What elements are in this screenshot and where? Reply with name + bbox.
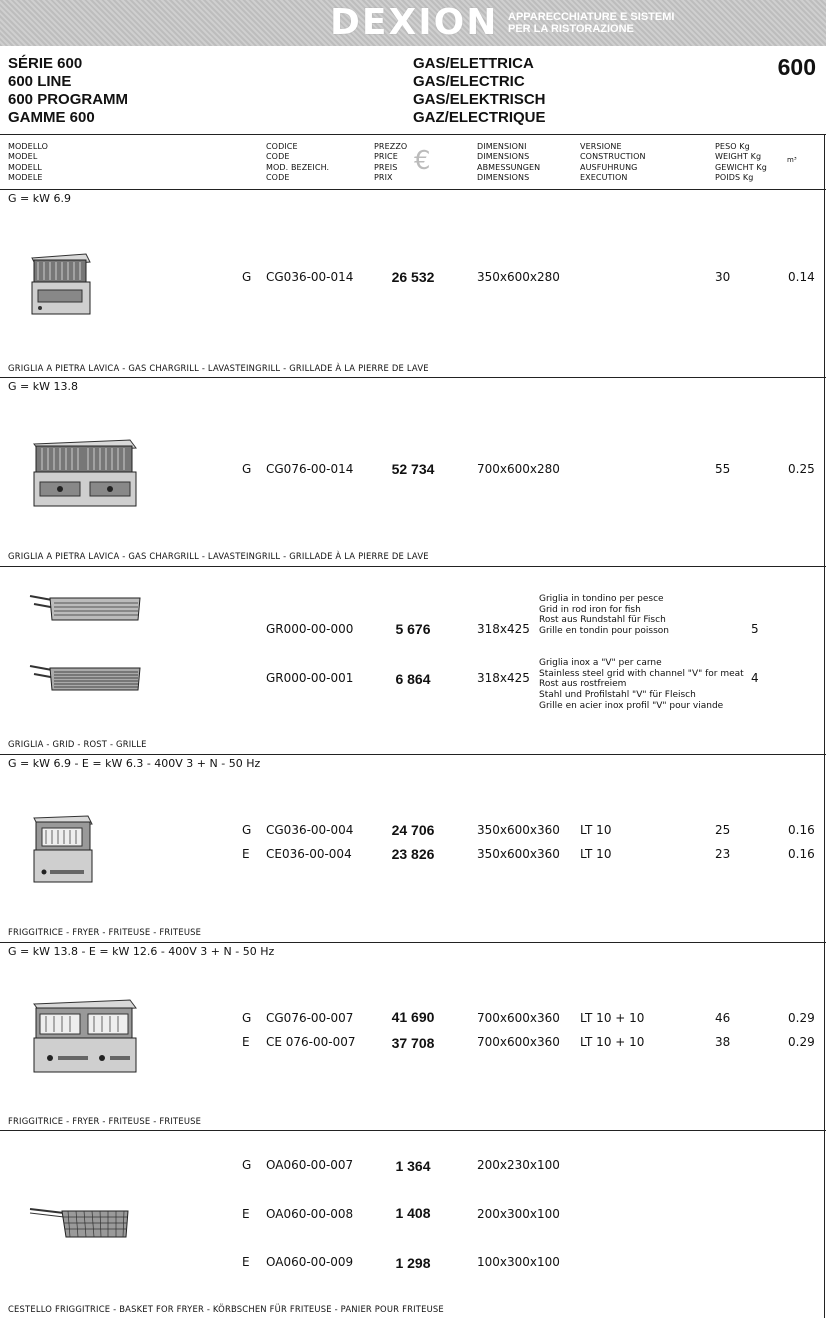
- column-header-weight: PESO Kg WEIGHT Kg GEWICHT Kg POIDS Kg: [715, 142, 767, 182]
- row-type: G: [242, 270, 252, 284]
- row-price: 1 298: [395, 1255, 431, 1271]
- row-dimensions: 700x600x280: [477, 462, 560, 476]
- row-code: CG076-00-014: [266, 462, 354, 476]
- column-header-dimensions: DIMENSIONI DIMENSIONS ABMESSUNGEN DIMENSIONS: [477, 142, 541, 182]
- divider: [0, 754, 826, 755]
- row-code: OA060-00-007: [266, 1158, 354, 1172]
- series-title: SÉRIE 600 600 LINE 600 PROGRAMM GAMME 600: [8, 55, 129, 126]
- row-price: 26 532: [391, 269, 435, 285]
- row-dimensions: 700x600x360: [477, 1035, 560, 1049]
- row-dimensions: 350x600x280: [477, 270, 560, 284]
- brand-logo: DEXION: [330, 2, 499, 43]
- row-volume: 0.16: [788, 847, 815, 861]
- row-type: E: [242, 1207, 250, 1221]
- row-weight: 38: [715, 1035, 731, 1049]
- fryer-double-icon: [30, 998, 140, 1078]
- divider: [0, 1130, 826, 1131]
- divider: [0, 377, 826, 378]
- row-code: GR000-00-000: [266, 622, 354, 636]
- row-volume: 0.25: [788, 462, 815, 476]
- row-dimensions: 700x600x360: [477, 1011, 560, 1025]
- row-dimensions: 350x600x360: [477, 823, 560, 837]
- row-version: LT 10: [580, 847, 612, 861]
- section-power: G = kW 13.8: [8, 380, 78, 393]
- row-code: CG076-00-007: [266, 1011, 354, 1025]
- row-dimensions: 350x600x360: [477, 847, 560, 861]
- column-header-volume: m³: [787, 156, 797, 164]
- section-caption: GRIGLIA A PIETRA LAVICA - GAS CHARGRILL - LAVASTEINGRILL - GRILLADE À LA PIERRE DE LAVE: [8, 551, 429, 561]
- row-code: CG036-00-014: [266, 270, 354, 284]
- grid-icon: [28, 590, 144, 624]
- section-caption: GRIGLIA - GRID - ROST - GRILLE: [8, 739, 147, 749]
- row-weight: 23: [715, 847, 731, 861]
- row-price: 41 690: [391, 1009, 435, 1025]
- row-type: E: [242, 847, 250, 861]
- row-code: GR000-00-001: [266, 671, 354, 685]
- row-weight: 46: [715, 1011, 731, 1025]
- row-dimensions: 318x425: [477, 622, 530, 636]
- row-version: LT 10 + 10: [580, 1035, 645, 1049]
- section-power: G = kW 13.8 - E = kW 12.6 - 400V 3 + N - 50 Hz: [8, 945, 275, 958]
- chargrill-double-icon: [30, 436, 140, 512]
- row-code: OA060-00-009: [266, 1255, 354, 1269]
- row-weight: 25: [715, 823, 731, 837]
- row-price: 52 734: [391, 461, 435, 477]
- divider: [824, 134, 825, 1318]
- row-description: Griglia in tondino per pesce Grid in rod iron for fish Rost aus Rundstahl für Fisch Grille en tondin pour poisson: [539, 594, 669, 637]
- row-price: 5 676: [395, 621, 431, 637]
- section-power: G = kW 6.9: [8, 192, 71, 205]
- row-type: G: [242, 823, 252, 837]
- row-weight: 4: [751, 671, 759, 685]
- row-price: 1 364: [395, 1158, 431, 1174]
- row-weight: 55: [715, 462, 731, 476]
- series-number: 600: [777, 54, 816, 80]
- row-type: G: [242, 1158, 252, 1172]
- row-code: CE 076-00-007: [266, 1035, 356, 1049]
- divider: [0, 942, 826, 943]
- row-price: 6 864: [395, 671, 431, 687]
- column-header-price: PREZZO PRICE PREIS PRIX: [374, 142, 408, 182]
- section-caption: FRIGGITRICE - FRYER - FRITEUSE - FRITEUSE: [8, 1116, 202, 1126]
- chargrill-single-icon: [28, 248, 94, 320]
- row-dimensions: 318x425: [477, 671, 530, 685]
- fuel-type-title: GAS/ELETTRICA GAS/ELECTRIC GAS/ELEKTRISCH GAZ/ELECTRIQUE: [413, 55, 546, 126]
- row-type: E: [242, 1035, 250, 1049]
- row-version: LT 10: [580, 823, 612, 837]
- column-header-version: VERSIONE CONSTRUCTION AUSFUHRUNG EXECUTION: [580, 142, 646, 182]
- row-dimensions: 100x300x100: [477, 1255, 560, 1269]
- row-volume: 0.14: [788, 270, 815, 284]
- divider: [0, 134, 826, 135]
- row-price: 24 706: [391, 822, 435, 838]
- row-weight: 30: [715, 270, 731, 284]
- divider: [0, 566, 826, 567]
- row-code: CG036-00-004: [266, 823, 354, 837]
- row-description: Griglia inox a "V" per carne Stainless steel grid with channel "V" for meat Rost aus rostfreiem Stahl und Profilstahl "V" für Fleisch Grille en acier inox profil "V" pour viande: [539, 658, 744, 711]
- row-code: OA060-00-008: [266, 1207, 354, 1221]
- row-price: 23 826: [391, 846, 435, 862]
- row-dimensions: 200x230x100: [477, 1158, 560, 1172]
- brand-banner: [0, 0, 826, 46]
- row-type: G: [242, 462, 252, 476]
- divider: [0, 189, 826, 190]
- section-caption: GRIGLIA A PIETRA LAVICA - GAS CHARGRILL - LAVASTEINGRILL - GRILLADE À LA PIERRE DE LAVE: [8, 363, 429, 373]
- brand-subtitle: APPARECCHIATURE E SISTEMI PER LA RISTORAZIONE: [508, 11, 675, 35]
- row-price: 37 708: [391, 1035, 435, 1051]
- section-caption: FRIGGITRICE - FRYER - FRITEUSE - FRITEUSE: [8, 927, 202, 937]
- section-caption: CESTELLO FRIGGITRICE - BASKET FOR FRYER - KÖRBSCHEN FÜR FRITEUSE - PANIER POUR FRITEUSE: [8, 1304, 444, 1314]
- row-type: G: [242, 1011, 252, 1025]
- row-volume: 0.29: [788, 1035, 815, 1049]
- row-price: 1 408: [395, 1205, 431, 1221]
- row-volume: 0.29: [788, 1011, 815, 1025]
- row-dimensions: 200x300x100: [477, 1207, 560, 1221]
- fryer-basket-icon: [28, 1203, 132, 1243]
- row-type: E: [242, 1255, 250, 1269]
- row-code: CE036-00-004: [266, 847, 352, 861]
- grid-icon: [28, 660, 144, 694]
- fryer-single-icon: [30, 812, 96, 886]
- column-header-code: CODICE CODE MOD. BEZEICH. CODE: [266, 142, 330, 182]
- section-power: G = kW 6.9 - E = kW 6.3 - 400V 3 + N - 50 Hz: [8, 757, 261, 770]
- row-weight: 5: [751, 622, 759, 636]
- euro-icon: €: [414, 146, 431, 176]
- row-version: LT 10 + 10: [580, 1011, 645, 1025]
- column-header-model: MODELLO MODEL MODELL MODELE: [8, 142, 49, 182]
- row-volume: 0.16: [788, 823, 815, 837]
